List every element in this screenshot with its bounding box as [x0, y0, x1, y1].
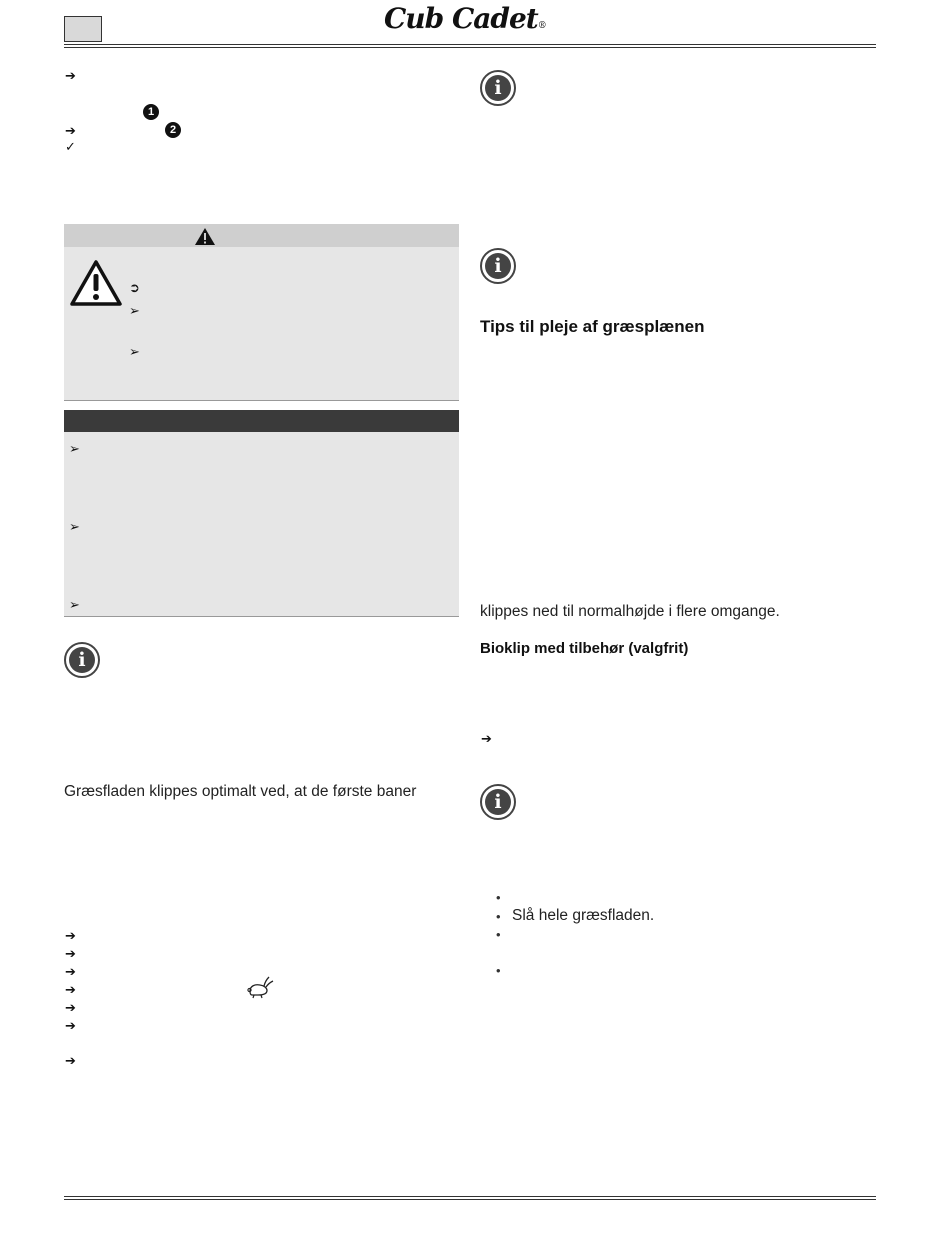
arrow-icon: ➔: [65, 928, 76, 943]
info-icon-letter: i: [485, 253, 511, 279]
footer-rule-top: [64, 1196, 876, 1197]
arrow-icon: ➔: [65, 123, 76, 138]
bullet-point: •: [496, 927, 501, 942]
header-rule-bottom: [64, 47, 876, 48]
info-icon-letter: i: [485, 789, 511, 815]
warning-box: [64, 224, 459, 401]
info-icon: [480, 248, 516, 284]
warning-triangle-icon: [194, 227, 216, 246]
arrow-icon: ➔: [65, 982, 76, 997]
footer-rule-bottom: [64, 1199, 876, 1200]
bioclip-heading: Bioklip med tilbehør (valgfrit): [480, 640, 689, 657]
chevron-icon: ➢: [69, 519, 80, 534]
arrow-icon: ➔: [65, 964, 76, 979]
info-icon-letter: i: [69, 647, 95, 673]
note-box-header: [64, 410, 459, 432]
tips-text-line: klippes ned til normalhøjde i flere omgange.: [480, 603, 780, 620]
arrow-icon: ➔: [65, 946, 76, 961]
info-icon: [480, 784, 516, 820]
bullet-point: •: [496, 909, 501, 924]
registered-mark: ®: [537, 21, 546, 31]
arrow-icon: ➔: [65, 1018, 76, 1033]
tips-heading: Tips til pleje af græsplænen: [480, 317, 705, 336]
arrow-icon: ➔: [65, 1053, 76, 1068]
rabbit-icon: [246, 975, 274, 999]
header-rule-top: [64, 44, 876, 45]
chevron-icon: ➢: [129, 303, 140, 318]
note-box: [64, 410, 459, 617]
bullet-item-text: Slå hele græsfladen.: [512, 907, 655, 924]
arrow-icon: ➔: [65, 1000, 76, 1015]
undo-arrow-icon: ➲: [129, 280, 140, 295]
callout-number-2: 2: [165, 122, 181, 138]
brand-logo: [384, 2, 546, 35]
chevron-icon: ➢: [69, 597, 80, 612]
warning-triangle-icon: [69, 259, 123, 307]
mowing-text: Græsfladen klippes optimalt ved, at de første baner: [64, 783, 417, 800]
chevron-icon: ➢: [69, 441, 80, 456]
page-number-box: [64, 16, 102, 42]
info-icon: [64, 642, 100, 678]
arrow-icon: ➔: [481, 731, 492, 746]
callout-number-1: 1: [143, 104, 159, 120]
bullet-point: •: [496, 890, 501, 905]
check-icon: ✓: [65, 139, 76, 154]
info-icon-letter: i: [485, 75, 511, 101]
chevron-icon: ➢: [129, 344, 140, 359]
brand-logo-text: Cub Cadet: [384, 2, 538, 35]
arrow-icon: ➔: [65, 68, 76, 83]
info-icon: [480, 70, 516, 106]
bullet-point: •: [496, 963, 501, 978]
warning-box-header: [64, 224, 459, 247]
